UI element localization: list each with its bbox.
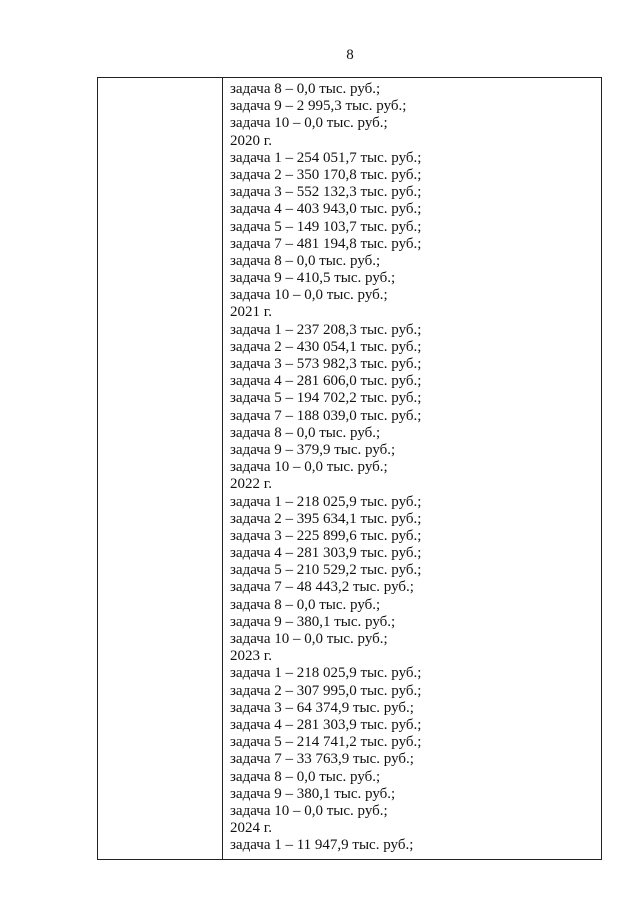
funding-line: задача 9 – 380,1 тыс. руб.; bbox=[230, 613, 396, 630]
funding-line: задача 7 – 33 763,9 тыс. руб.; bbox=[230, 751, 414, 768]
funding-line: задача 4 – 281 303,9 тыс. руб.; bbox=[230, 716, 422, 733]
funding-line: задача 2 – 307 995,0 тыс. руб.; bbox=[230, 682, 422, 699]
funding-line: 2021 г. bbox=[230, 304, 272, 321]
page-number: 8 bbox=[346, 47, 354, 63]
funding-line: задача 10 – 0,0 тыс. руб.; bbox=[230, 115, 388, 132]
funding-line: задача 4 – 281 606,0 тыс. руб.; bbox=[230, 373, 422, 390]
funding-line: задача 10 – 0,0 тыс. руб.; bbox=[230, 802, 388, 819]
funding-line: задача 9 – 2 995,3 тыс. руб.; bbox=[230, 98, 407, 115]
funding-line: задача 1 – 218 025,9 тыс. руб.; bbox=[230, 665, 422, 682]
funding-line: задача 10 – 0,0 тыс. руб.; bbox=[230, 631, 388, 647]
funding-line: задача 1 – 254 051,7 тыс. руб.; bbox=[230, 149, 422, 166]
column-divider bbox=[222, 77, 223, 860]
funding-line: задача 1 – 237 208,3 тыс. руб.; bbox=[230, 321, 422, 338]
funding-line: задача 7 – 481 194,8 тыс. руб.; bbox=[230, 235, 422, 252]
funding-line: задача 8 – 0,0 тыс. руб.; bbox=[230, 768, 381, 785]
funding-line: задача 3 – 552 132,3 тыс. руб.; bbox=[230, 184, 422, 201]
funding-line: задача 3 – 64 374,9 тыс. руб.; bbox=[230, 699, 414, 716]
funding-line: задача 10 – 0,0 тыс. руб.; bbox=[230, 459, 388, 476]
funding-line: задача 1 – 218 025,9 тыс. руб.; bbox=[230, 493, 422, 510]
funding-line: 2024 г. bbox=[230, 820, 272, 837]
funding-line: задача 8 – 0,0 тыс. руб.; bbox=[230, 81, 381, 97]
funding-line: задача 4 – 403 943,0 тыс. руб.; bbox=[230, 201, 422, 218]
funding-line: задача 7 – 188 039,0 тыс. руб.; bbox=[230, 407, 422, 424]
funding-line: задача 8 – 0,0 тыс. руб.; bbox=[230, 596, 381, 613]
funding-line: задача 9 – 380,1 тыс. руб.; bbox=[230, 785, 396, 802]
funding-line: задача 9 – 379,9 тыс. руб.; bbox=[230, 441, 396, 458]
funding-line: задача 2 – 395 634,1 тыс. руб.; bbox=[230, 510, 422, 527]
funding-line: 2022 г. bbox=[230, 476, 272, 493]
funding-line: задача 3 – 573 982,3 тыс. руб.; bbox=[230, 356, 422, 372]
funding-line: задача 1 – 11 947,9 тыс. руб.; bbox=[230, 837, 414, 854]
funding-line: задача 5 – 210 529,2 тыс. руб.; bbox=[230, 562, 422, 579]
funding-line: задача 8 – 0,0 тыс. руб.; bbox=[230, 424, 381, 441]
funding-line: задача 4 – 281 303,9 тыс. руб.; bbox=[230, 545, 422, 562]
funding-line: задача 9 – 410,5 тыс. руб.; bbox=[230, 270, 396, 287]
funding-lines-list bbox=[230, 81, 421, 854]
funding-line: задача 5 – 214 741,2 тыс. руб.; bbox=[230, 734, 422, 751]
funding-line: 2023 г. bbox=[230, 648, 272, 665]
funding-line: задача 2 – 430 054,1 тыс. руб.; bbox=[230, 338, 422, 355]
funding-line: задача 5 – 149 103,7 тыс. руб.; bbox=[230, 218, 422, 235]
funding-line: задача 5 – 194 702,2 тыс. руб.; bbox=[230, 390, 422, 407]
funding-line: задача 7 – 48 443,2 тыс. руб.; bbox=[230, 579, 414, 596]
funding-line: задача 10 – 0,0 тыс. руб.; bbox=[230, 287, 388, 304]
funding-line: задача 3 – 225 899,6 тыс. руб.; bbox=[230, 527, 422, 544]
funding-line: задача 2 – 350 170,8 тыс. руб.; bbox=[230, 166, 422, 183]
funding-line: задача 8 – 0,0 тыс. руб.; bbox=[230, 252, 381, 269]
funding-line: 2020 г. bbox=[230, 132, 272, 149]
